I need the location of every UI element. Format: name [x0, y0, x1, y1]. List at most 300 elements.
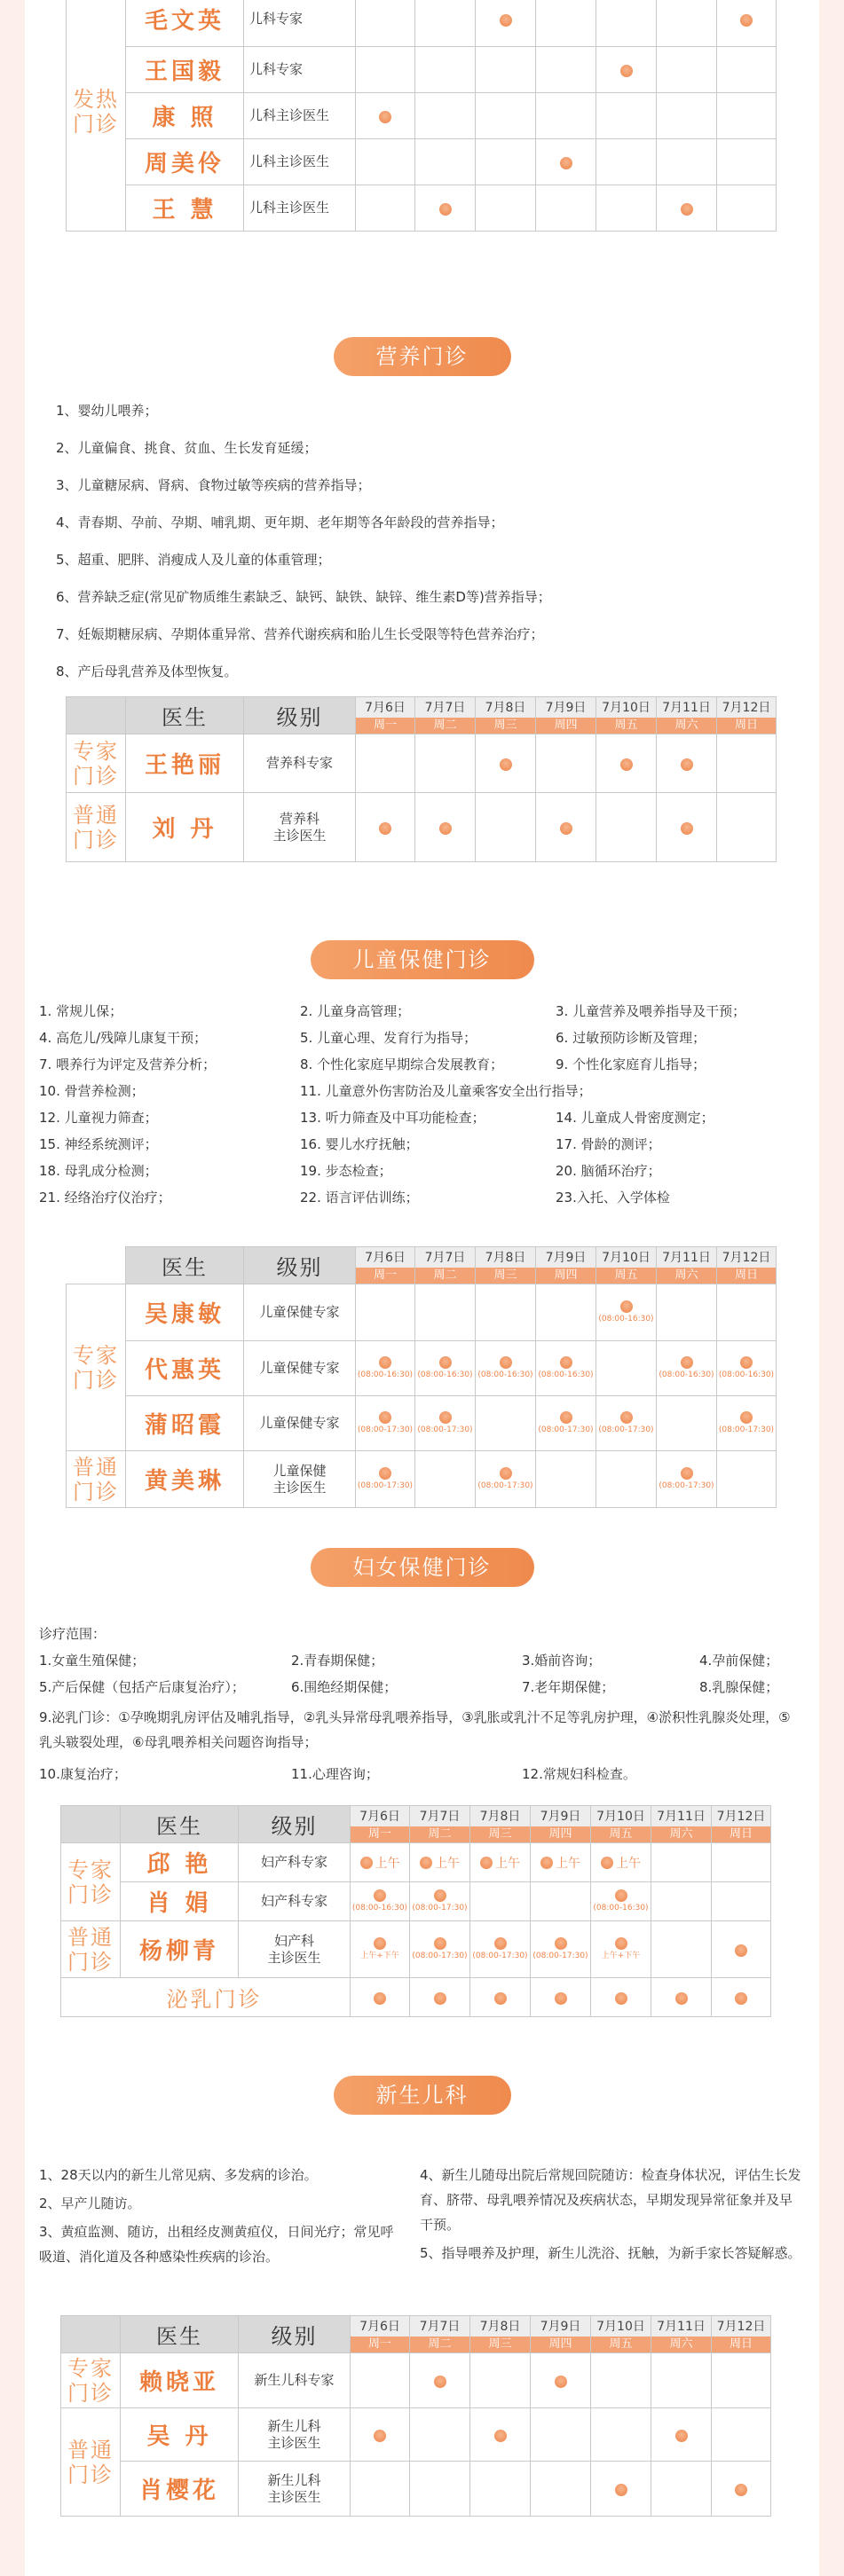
service-item: 1. 常规儿保；: [39, 1003, 123, 1019]
clinic-dot-icon: [540, 1857, 553, 1869]
schedule-slot: [712, 1921, 771, 1978]
day-date: 7月10日: [596, 2319, 645, 2334]
doctor-name: 王艳丽: [126, 734, 244, 793]
slot-hours: (08:00-17:30): [472, 1952, 528, 1960]
doctor-title: 儿科专家: [244, 0, 356, 47]
clinic-dot-icon: [735, 2484, 747, 2496]
schedule-slot: [596, 1451, 657, 1508]
slot-cell: [476, 1467, 535, 1491]
schedule-slot: [356, 734, 415, 793]
schedule-slot: [657, 93, 717, 139]
schedule-slot: [470, 2353, 531, 2408]
clinic-dot-icon: [379, 1411, 391, 1424]
clinic-dot-icon: [560, 157, 572, 169]
day-date: 7月12日: [716, 1809, 766, 1824]
day-date: 7月9日: [540, 2319, 581, 2334]
doctor-row: [67, 1284, 777, 1341]
clinic-dot-icon: [740, 14, 753, 27]
slot-hours: (08:00-16:30): [477, 1370, 533, 1379]
doctor-name: 肖 娟: [121, 1882, 239, 1921]
day-week: 周六: [651, 1826, 711, 1842]
newborn-services-right: [420, 2163, 801, 2269]
schedule-slot: [591, 2462, 651, 2517]
child-care-section: [25, 940, 819, 1517]
header-doctor: 医生: [121, 2316, 239, 2353]
schedule-slot: [657, 0, 717, 47]
schedule-slot: [657, 185, 717, 232]
header-day: [657, 697, 717, 734]
schedule-slot: [717, 1284, 777, 1341]
header-day: [415, 697, 476, 734]
schedule-slot: [356, 47, 415, 93]
service-item: 18. 母乳成分检测；: [39, 1163, 158, 1179]
service-item: 5. 儿童心理、发育行为指导；: [300, 1030, 477, 1046]
clinic-dot-icon: [494, 2430, 507, 2442]
schedule-slot: [351, 1921, 410, 1978]
clinic-category: 专家 门诊: [61, 1843, 121, 1921]
service-item: 2、儿童偏食、挑食、贫血、生长发育延缓；: [56, 440, 318, 456]
clinic-dot-icon: [555, 1992, 567, 2005]
slot-cell: [596, 1300, 656, 1324]
schedule-slot: [717, 139, 777, 185]
schedule-slot: [536, 734, 596, 793]
schedule-slot: [356, 793, 415, 862]
day-week: 周二: [410, 1826, 469, 1842]
doctor-row: [61, 1843, 771, 1882]
schedule-slot: [712, 2408, 771, 2462]
service-item: 21. 经络治疗仪治疗；: [39, 1190, 171, 1206]
day-date: 7月7日: [424, 700, 466, 715]
clinic-dot-icon: [379, 1356, 391, 1369]
slot-hours: (08:00-17:30): [538, 1425, 594, 1434]
clinic-dot-icon: [615, 1992, 627, 2005]
slot-cell: [415, 1411, 475, 1435]
slot-session: 上午: [375, 1856, 400, 1871]
schedule-slot: [651, 2353, 712, 2408]
slot-hours: (08:00-16:30): [351, 1904, 408, 1912]
day-week: 周五: [596, 1268, 656, 1284]
section-title: 营养门诊: [334, 337, 511, 376]
header-corner: [67, 1247, 126, 1284]
clinic-dot-icon: [735, 1992, 747, 2005]
clinic-dot-icon: [374, 1889, 386, 1902]
header-day: [712, 2316, 771, 2353]
slot-session: 上午: [495, 1856, 520, 1871]
slot-cell: [351, 1937, 409, 1961]
slot-cell: [476, 1356, 535, 1380]
doctor-name: 邱 艳: [121, 1843, 239, 1882]
schedule-slot: [356, 1341, 415, 1396]
day-date: 7月10日: [596, 1809, 645, 1824]
slot-cell: [717, 1356, 776, 1380]
schedule-slot: [531, 1978, 591, 2017]
day-date: 7月6日: [359, 2319, 400, 2334]
schedule-slot: [415, 1451, 476, 1508]
clinic-dot-icon: [374, 2430, 386, 2442]
doctor-title: 儿科主诊医生: [244, 185, 356, 232]
table-header-row: [61, 1806, 771, 1843]
day-date: 7月8日: [479, 2319, 521, 2334]
slot-hours: (08:00-17:30): [718, 1425, 775, 1434]
lactation-label: 泌乳门诊: [61, 1978, 351, 2017]
schedule-slot: [596, 93, 657, 139]
schedule-slot: [657, 47, 717, 93]
schedule-slot: [651, 1882, 712, 1921]
doctor-name: 王 慧: [126, 185, 244, 232]
schedule-slot: [476, 0, 536, 47]
service-item: 11. 儿童意外伤害防治及儿童乘客安全出行指导；: [300, 1083, 592, 1099]
day-date: 7月11日: [662, 700, 711, 715]
schedule-slot: [470, 1921, 531, 1978]
service-item: 6.围绝经期保健；: [291, 1679, 398, 1695]
day-week: 周三: [476, 1268, 535, 1284]
service-item: 8. 个性化家庭早期综合发展教育；: [300, 1056, 504, 1072]
service-item: 17. 骨龄的测评；: [556, 1136, 661, 1152]
doctor-row: [67, 734, 777, 793]
service-item: 2.青春期保健；: [291, 1653, 384, 1669]
header-day: [712, 1806, 771, 1843]
day-week: 周一: [351, 2336, 409, 2352]
header-day: [651, 1806, 712, 1843]
doctor-name: 毛文英: [126, 0, 244, 47]
day-week: 周五: [596, 718, 656, 734]
service-item: 9. 个性化家庭育儿指导；: [556, 1056, 706, 1072]
clinic-dot-icon: [439, 203, 452, 216]
doctor-title: 妇产科专家: [239, 1843, 351, 1882]
newborn-section: [25, 2076, 819, 2576]
day-date: 7月10日: [602, 1250, 651, 1265]
slot-cell: [717, 1411, 776, 1435]
schedule-slot: [596, 0, 657, 47]
section-title: 儿童保健门诊: [311, 940, 534, 979]
day-week: 周五: [591, 1826, 651, 1842]
day-date: 7月9日: [545, 1250, 587, 1265]
header-doctor: 医生: [126, 1247, 244, 1284]
slot-hours: (08:00-17:30): [412, 1904, 468, 1912]
schedule-slot: [476, 1284, 536, 1341]
day-date: 7月10日: [602, 700, 651, 715]
service-item: 5、超重、肥胖、消瘦成人及儿童的体重管理；: [56, 552, 331, 568]
schedule-slot: [410, 1882, 470, 1921]
slot-cell: [596, 1411, 656, 1435]
clinic-dot-icon: [675, 1992, 688, 2005]
schedule-slot: [476, 1451, 536, 1508]
slot-cell: [415, 1356, 475, 1380]
service-item: 1、婴幼儿喂养；: [56, 403, 158, 419]
service-item: 4、新生儿随母出院后常规回院随访：检查身体状况，评估生长发育、脐带、母乳喂养情况及疾病状态，早期发现异常征象并及早干预。: [420, 2167, 801, 2233]
doctor-name: 王国毅: [126, 47, 244, 93]
schedule-slot: [415, 793, 476, 862]
day-week: 周三: [470, 1826, 530, 1842]
doctor-row: [67, 93, 777, 139]
service-item: 19. 步态检查；: [300, 1163, 392, 1179]
header-day: [476, 1247, 536, 1284]
slot-hours: (08:00-17:30): [532, 1952, 588, 1960]
doctor-title: 儿科专家: [244, 47, 356, 93]
service-item: 4、青春期、孕前、孕期、哺乳期、更年期、老年期等各年龄段的营养指导；: [56, 514, 504, 530]
schedule-slot: [712, 1978, 771, 2017]
day-date: 7月12日: [722, 700, 771, 715]
doctor-name: 康 照: [126, 93, 244, 139]
clinic-category: 专家 门诊: [67, 734, 126, 793]
doctor-row: [67, 0, 777, 47]
doctor-name: 蒲昭霞: [126, 1396, 244, 1451]
clinic-dot-icon: [601, 1857, 613, 1869]
header-day: [596, 697, 657, 734]
doctor-name: 黄美琳: [126, 1451, 244, 1508]
doctor-title: 新生儿科 主诊医生: [239, 2408, 351, 2462]
clinic-category: 普通 门诊: [61, 2408, 121, 2517]
clinic-dot-icon: [681, 203, 693, 216]
doctor-name: 肖樱花: [121, 2462, 239, 2517]
schedule-slot: [651, 1921, 712, 1978]
schedule-slot: [591, 1921, 651, 1978]
day-week: 周四: [531, 1826, 590, 1842]
clinic-dot-icon: [360, 1857, 373, 1869]
header-corner: [61, 1806, 121, 1843]
schedule-slot: [717, 0, 777, 47]
schedule-slot: [712, 1882, 771, 1921]
schedule-slot: [717, 1451, 777, 1508]
schedule-slot: [596, 1341, 657, 1396]
schedule-slot: [536, 1341, 596, 1396]
schedule-slot: [351, 1843, 410, 1882]
slot-hours: (08:00-16:30): [718, 1370, 775, 1379]
doctor-title: 新生儿科专家: [239, 2353, 351, 2408]
schedule-slot: [651, 2462, 712, 2517]
day-date: 7月6日: [365, 700, 406, 715]
schedule-slot: [717, 185, 777, 232]
clinic-dot-icon: [740, 1411, 753, 1424]
slot-cell: [351, 1889, 409, 1913]
schedule-slot: [351, 2353, 410, 2408]
clinic-dot-icon: [480, 1857, 493, 1869]
doctor-title: 营养科 主诊医生: [244, 793, 356, 862]
header-day: [470, 2316, 531, 2353]
women-health-table: [60, 1805, 771, 2017]
clinic-dot-icon: [555, 2376, 567, 2388]
schedule-slot: [657, 734, 717, 793]
schedule-slot: [596, 185, 657, 232]
slot-hours: (08:00-17:30): [417, 1425, 473, 1434]
clinic-dot-icon: [620, 758, 633, 771]
slot-cell: [531, 1937, 590, 1961]
header-day: [531, 2316, 591, 2353]
schedule-slot: [351, 1882, 410, 1921]
schedule-slot: [712, 2462, 771, 2517]
day-week: 周六: [651, 2336, 711, 2352]
clinic-dot-icon: [434, 1937, 446, 1950]
clinic-dot-icon: [560, 1411, 572, 1424]
schedule-slot: [415, 1341, 476, 1396]
doctor-name: 赖晓亚: [121, 2353, 239, 2408]
doctor-row: [61, 1882, 771, 1921]
slot-hours: (08:00-17:30): [357, 1425, 414, 1434]
clinic-dot-icon: [379, 111, 391, 123]
doctor-row: [67, 139, 777, 185]
day-date: 7月7日: [419, 1809, 461, 1824]
schedule-slot: [531, 1882, 591, 1921]
slot-hours: (08:00-17:30): [412, 1952, 468, 1960]
schedule-slot: [476, 185, 536, 232]
schedule-slot: [531, 1843, 591, 1882]
schedule-slot: [536, 47, 596, 93]
day-week: 周三: [476, 718, 535, 734]
schedule-slot: [657, 139, 717, 185]
service-item: 2. 儿童身高管理；: [300, 1003, 411, 1019]
schedule-slot: [415, 0, 476, 47]
clinic-dot-icon: [434, 1889, 446, 1902]
service-item: 7.老年期保健；: [522, 1679, 615, 1695]
service-item: 5、指导喂养及护理，新生儿洗浴、抚触，为新手家长答疑解惑。: [420, 2245, 801, 2261]
slot-hours: (08:00-16:30): [598, 1315, 654, 1323]
day-week: 周六: [657, 718, 716, 734]
schedule-slot: [596, 139, 657, 185]
service-item: 11.心理咨询；: [291, 1766, 379, 1782]
slot-cell: [356, 1356, 414, 1380]
schedule-slot: [596, 793, 657, 862]
newborn-services-left: [39, 2163, 394, 2273]
schedule-slot: [717, 1341, 777, 1396]
clinic-dot-icon: [500, 758, 512, 771]
schedule-slot: [591, 1882, 651, 1921]
slot-hours: (08:00-16:30): [417, 1370, 473, 1379]
header-day: [351, 1806, 410, 1843]
clinic-dot-icon: [740, 1356, 753, 1369]
day-date: 7月12日: [722, 1250, 771, 1265]
schedule-slot: [356, 1451, 415, 1508]
table-header-row: [67, 697, 777, 734]
day-date: 7月7日: [424, 1250, 466, 1265]
clinic-dot-icon: [560, 822, 572, 835]
clinic-dot-icon: [434, 1992, 446, 2005]
schedule-slot: [591, 1843, 651, 1882]
slot-hours: (08:00-17:30): [477, 1481, 533, 1490]
header-day: [717, 1247, 777, 1284]
clinic-dot-icon: [681, 822, 693, 835]
clinic-category: 普通 门诊: [61, 1921, 121, 1978]
day-week: 周四: [536, 718, 596, 734]
schedule-slot: [531, 2462, 591, 2517]
schedule-slot: [415, 139, 476, 185]
doctor-name: 吴康敏: [126, 1284, 244, 1341]
service-item: 15. 神经系统测评；: [39, 1136, 158, 1152]
schedule-slot: [410, 1843, 470, 1882]
slot-session: 上午: [616, 1856, 641, 1871]
slot-cell: [356, 1467, 414, 1491]
header-day: [531, 1806, 591, 1843]
clinic-category: 普通 门诊: [67, 1451, 126, 1508]
doctor-row: [67, 47, 777, 93]
header-day: [657, 1247, 717, 1284]
clinic-category: 普通 门诊: [67, 793, 126, 862]
schedule-slot: [591, 1978, 651, 2017]
schedule-slot: [717, 793, 777, 862]
header-day: [596, 1247, 657, 1284]
schedule-slot: [531, 2353, 591, 2408]
slot-hours: (08:00-17:30): [598, 1425, 654, 1434]
table-header-row: [61, 2316, 771, 2353]
header-level: 级别: [239, 2316, 351, 2353]
schedule-slot: [717, 734, 777, 793]
day-week: 周一: [351, 1826, 409, 1842]
schedule-slot: [536, 793, 596, 862]
service-item: 12.常规妇科检查。: [522, 1766, 636, 1782]
clinic-dot-icon: [735, 1944, 747, 1957]
service-item: 3、黄疸监测、随访，出租经皮测黄疸仪，日间光疗；常见呼吸道、消化道及各种感染性疾病的诊治。: [39, 2224, 394, 2265]
header-day: [470, 1806, 531, 1843]
women-health-section: [25, 1548, 819, 2045]
service-item: 3.婚前咨询；: [522, 1653, 602, 1669]
service-item: 7. 喂养行为评定及营养分析；: [39, 1056, 217, 1072]
header-level: 级别: [244, 1247, 356, 1284]
service-item: 6. 过敏预防诊断及管理；: [556, 1030, 706, 1046]
header-day: [415, 1247, 476, 1284]
schedule-slot: [596, 47, 657, 93]
schedule-slot: [712, 2353, 771, 2408]
lactation-description: 9.泌乳门诊：①孕晚期乳房评估及哺乳指导，②乳头异常母乳喂养指导，③乳胀或乳汁不足等乳房护理，④淤积性乳腺炎处理，⑤乳头皲裂处理，⑥母乳喂养相关问题咨询指导；: [39, 1709, 791, 1750]
schedule-slot: [351, 2462, 410, 2517]
header-day: [651, 2316, 712, 2353]
day-date: 7月8日: [485, 700, 526, 715]
doctor-row: [67, 1396, 777, 1451]
slot-cell: [356, 1411, 414, 1435]
slot-hours: (08:00-16:30): [593, 1904, 649, 1912]
schedule-slot: [356, 185, 415, 232]
header-day: [356, 697, 415, 734]
schedule-slot: [536, 1284, 596, 1341]
service-item: 5.产后保健（包括产后康复治疗）；: [39, 1679, 245, 1695]
schedule-slot: [536, 1451, 596, 1508]
table-header-row: [67, 1247, 777, 1284]
doctor-title: 妇产科专家: [239, 1882, 351, 1921]
day-date: 7月8日: [479, 1809, 521, 1824]
service-item: 4. 高危儿/残障儿康复干预；: [39, 1030, 208, 1046]
clinic-dot-icon: [681, 1467, 693, 1480]
schedule-slot: [596, 1284, 657, 1341]
day-week: 周日: [712, 1826, 770, 1842]
schedule-slot: [476, 93, 536, 139]
fever-clinic-section: [25, 0, 819, 266]
schedule-slot: [351, 1978, 410, 2017]
service-item: 1.女童生殖保健；: [39, 1653, 146, 1669]
doctor-row: [67, 793, 777, 862]
day-week: 周日: [717, 718, 776, 734]
header-day: [591, 2316, 651, 2353]
slot-cell: [536, 1356, 596, 1380]
day-date: 7月12日: [716, 2319, 766, 2334]
doctor-title: 妇产科 主诊医生: [239, 1921, 351, 1978]
schedule-slot: [356, 0, 415, 47]
fever-clinic-table: [66, 0, 777, 232]
schedule-slot: [536, 185, 596, 232]
slot-cell: [536, 1411, 596, 1435]
header-day: [410, 2316, 470, 2353]
doctor-title: 新生儿科 主诊医生: [239, 2462, 351, 2517]
clinic-dot-icon: [379, 822, 391, 835]
doctor-name: 杨柳青: [121, 1921, 239, 1978]
doctor-row: [61, 2462, 771, 2517]
day-week: 周二: [415, 718, 475, 734]
schedule-slot: [410, 1921, 470, 1978]
doctor-row: [61, 1921, 771, 1978]
section-title: 新生儿科: [334, 2076, 511, 2115]
clinic-dot-icon: [374, 1937, 386, 1950]
schedule-slot: [536, 139, 596, 185]
day-week: 周二: [415, 1268, 475, 1284]
day-week: 周四: [536, 1268, 596, 1284]
clinic-dot-icon: [434, 2376, 446, 2388]
